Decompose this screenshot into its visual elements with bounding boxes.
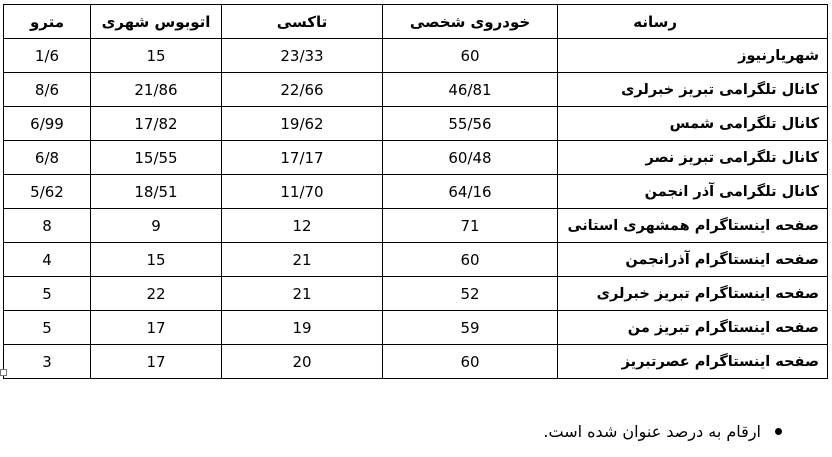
table-row [4,39,828,73]
cell-taxi: 21 [222,243,383,277]
cell-bus: 17 [91,345,222,379]
header-car: خودروی شخصی [383,5,558,39]
table-row [4,209,828,243]
cell-metro: 8/6 [4,73,91,107]
cell-bus: 15 [91,243,222,277]
cell-car: 60 [383,39,558,73]
cell-taxi: 21 [222,277,383,311]
cell-bus: 22 [91,277,222,311]
cell-media: صفحه اینستاگرام تبریز من [558,311,828,345]
transport-share-table [3,4,828,379]
cell-car: 64/16 [383,175,558,209]
header-bus: اتوبوس شهری [91,5,222,39]
cell-taxi: 19 [222,311,383,345]
cell-bus: 18/51 [91,175,222,209]
cell-car: 60 [383,345,558,379]
table-row [4,107,828,141]
cell-bus: 15 [91,39,222,73]
table-move-handle-icon[interactable] [0,369,7,376]
table-row [4,345,828,379]
cell-metro: 6/8 [4,141,91,175]
cell-bus: 15/55 [91,141,222,175]
cell-metro: 5 [4,311,91,345]
cell-metro: 3 [4,345,91,379]
bullet-icon [775,428,782,435]
cell-car: 71 [383,209,558,243]
footnote-text: ارقام به درصد عنوان شده است. [543,422,761,441]
cell-media: صفحه اینستاگرام تبریز خبرلری [558,277,828,311]
cell-taxi: 20 [222,345,383,379]
cell-media: صفحه اینستاگرام عصرتبریز [558,345,828,379]
cell-car: 59 [383,311,558,345]
cell-car: 55/56 [383,107,558,141]
table-body [4,39,828,379]
cell-media: شهریارنیوز [558,39,828,73]
cell-media: کانال تلگرامی تبریز نصر [558,141,828,175]
cell-taxi: 17/17 [222,141,383,175]
cell-bus: 17 [91,311,222,345]
cell-car: 60 [383,243,558,277]
cell-metro: 4 [4,243,91,277]
table-row [4,243,828,277]
footnote [543,422,782,441]
table-row [4,175,828,209]
cell-metro: 6/99 [4,107,91,141]
table-row [4,141,828,175]
cell-taxi: 11/70 [222,175,383,209]
cell-car: 60/48 [383,141,558,175]
cell-taxi: 22/66 [222,73,383,107]
cell-taxi: 23/33 [222,39,383,73]
table-row [4,311,828,345]
cell-taxi: 19/62 [222,107,383,141]
cell-metro: 5/62 [4,175,91,209]
table-row [4,277,828,311]
cell-metro: 8 [4,209,91,243]
cell-media: صفحه اینستاگرام همشهری استانی [558,209,828,243]
cell-taxi: 12 [222,209,383,243]
cell-media: کانال تلگرامی آذر انجمن [558,175,828,209]
cell-bus: 9 [91,209,222,243]
cell-metro: 5 [4,277,91,311]
cell-media: کانال تلگرامی شمس [558,107,828,141]
cell-metro: 1/6 [4,39,91,73]
cell-car: 52 [383,277,558,311]
cell-bus: 17/82 [91,107,222,141]
header-media: رسانه [558,5,828,39]
header-metro: مترو [4,5,91,39]
cell-media: کانال تلگرامی تبریز خبرلری [558,73,828,107]
cell-car: 46/81 [383,73,558,107]
header-taxi: تاکسی [222,5,383,39]
table-row [4,73,828,107]
table-header-row [4,5,828,39]
cell-media: صفحه اینستاگرام آذرانجمن [558,243,828,277]
cell-bus: 21/86 [91,73,222,107]
